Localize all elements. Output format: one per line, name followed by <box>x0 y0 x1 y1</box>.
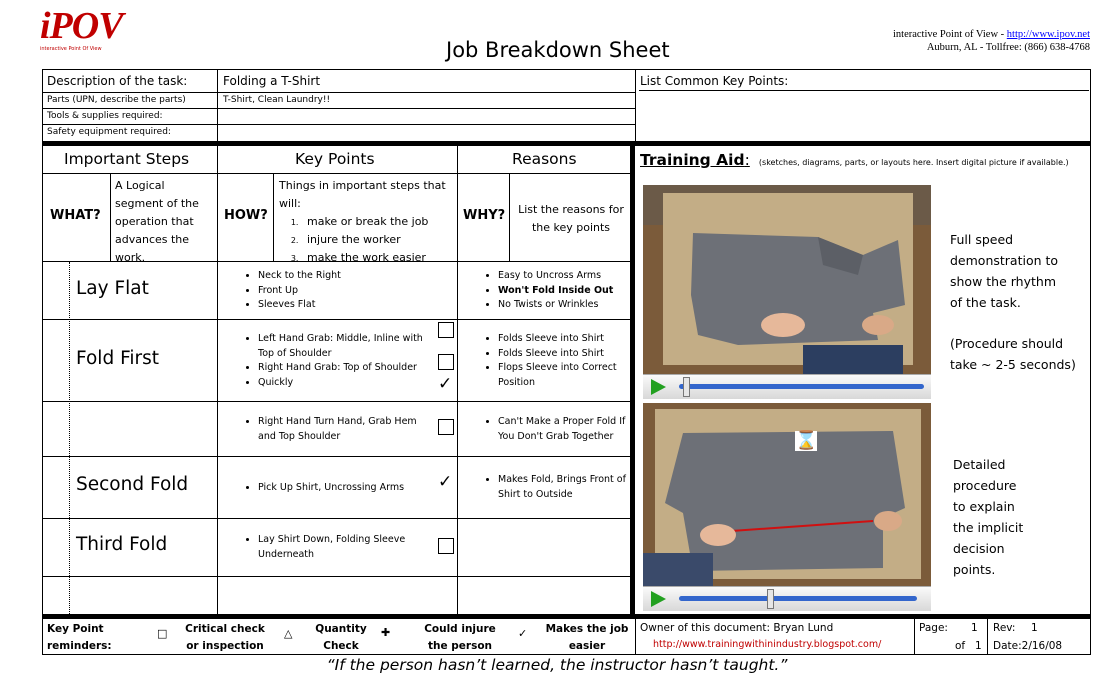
row-line <box>42 576 631 577</box>
legend-text: the person <box>427 640 493 652</box>
aid-line: of the task. <box>950 295 1021 310</box>
makes-easier-check-icon: ✓ <box>518 627 528 640</box>
aid-line: demonstration to <box>950 253 1059 268</box>
keypoints-divider <box>457 146 458 614</box>
key-point: • Neck to the Right <box>258 269 434 284</box>
aid-line: decision <box>953 541 1005 556</box>
parts-value: T-Shirt, Clean Laundry!! <box>223 95 331 105</box>
key-points-header: Key Points <box>295 150 375 168</box>
company-line: interactive Point of View - <box>893 29 1007 40</box>
step-lay-flat: Lay Flat <box>76 278 149 299</box>
critical-check-symbol-icon: □ <box>157 627 168 640</box>
aid-line: procedure <box>953 478 1017 493</box>
why-line: the key points <box>531 221 611 234</box>
page-title: Job Breakdown Sheet <box>446 38 670 62</box>
how-intro-line: Things in important steps that <box>279 179 446 192</box>
row-line <box>42 319 631 320</box>
reason: • Folds Sleeve into Shirt <box>498 347 629 362</box>
video-player-controls-1 <box>643 374 931 399</box>
info-top-border <box>42 69 1091 70</box>
document-owner: Owner of this document: Bryan Lund <box>640 622 834 634</box>
legend-text: easier <box>568 640 606 652</box>
training-aid-heading <box>640 150 1069 169</box>
video-frame-detailed[interactable] <box>643 403 931 586</box>
reason: • No Twists or Wrinkles <box>498 298 629 313</box>
check-mark-icon: ✓ <box>438 472 453 492</box>
key-point: • Right Hand Grab: Top of Shoulder <box>258 361 430 376</box>
how-divider <box>273 174 274 262</box>
footer-left-border <box>42 619 43 655</box>
description-label: Description of the task: <box>47 74 188 88</box>
video-player-controls-2 <box>643 586 931 611</box>
shirt-photo-2 <box>643 403 931 586</box>
what-line: segment of the <box>115 197 199 210</box>
step-second-fold: Second Fold <box>76 474 189 495</box>
logo-subtext: interactive Point Of View <box>40 46 102 52</box>
address-line: Auburn, AL - Tollfree: (866) 638-4768 <box>926 42 1090 53</box>
training-aid-title: Training Aid <box>640 151 745 169</box>
ipov-logo <box>40 5 123 58</box>
page-number: 1 <box>971 622 978 634</box>
seek-handle[interactable] <box>683 377 690 397</box>
footer-quote: “If the person hasn’t learned, the instructor hasn’t taught.” <box>326 656 788 674</box>
reason: • Folds Sleeve into Shirt <box>498 332 629 347</box>
reasons-second-fold <box>484 473 629 502</box>
page-total: 1 <box>975 640 982 652</box>
aid-line: Full speed <box>950 232 1014 247</box>
row-line <box>42 401 631 402</box>
critical-check-box[interactable] <box>438 538 454 554</box>
safety-label: Safety equipment required: <box>47 127 171 137</box>
aid-line: the implicit <box>953 520 1024 535</box>
key-points-fold-first <box>244 332 430 390</box>
aid-line: take ~ 2-5 seconds) <box>950 357 1076 372</box>
seek-handle[interactable] <box>767 589 774 609</box>
aid-line: (Procedure should <box>950 336 1064 351</box>
common-key-points-label: List Common Key Points: <box>640 74 789 88</box>
step-fold-first: Fold First <box>76 348 159 369</box>
legend-critical-check <box>180 621 270 655</box>
aid-line: to explain <box>953 499 1015 514</box>
reason: • Can't Make a Proper Fold If You Don't Grab Together <box>498 415 629 444</box>
important-steps-header: Important Steps <box>64 150 190 168</box>
reasons-header: Reasons <box>512 150 577 168</box>
play-icon[interactable] <box>651 591 666 607</box>
what-divider <box>110 174 111 262</box>
footer-right-border <box>1090 619 1091 655</box>
legend-text: Critical check <box>185 623 265 635</box>
company-info <box>860 28 1090 54</box>
key-point: • Right Hand Turn Hand, Grab Hem and Top Shoulder <box>258 415 430 444</box>
reasons-lay-flat <box>484 269 629 313</box>
shirt-photo-1 <box>643 185 931 374</box>
legend-text: Check <box>323 640 359 652</box>
training-divider <box>630 146 635 614</box>
info-left-border <box>42 69 43 141</box>
aid-line: points. <box>953 562 996 577</box>
revision-date: Date:2/16/08 <box>993 640 1063 652</box>
play-icon[interactable] <box>651 379 666 395</box>
training-aid-text-1 <box>950 229 1076 375</box>
reason: • Flops Sleeve into Correct Position <box>498 361 629 390</box>
why-label: WHY? <box>463 208 506 223</box>
how-list <box>279 213 446 267</box>
what-line: operation that <box>115 215 194 228</box>
footer-thick-line <box>42 614 1091 619</box>
info-row-line <box>42 124 636 125</box>
key-point: • Left Hand Grab: Middle, Inline with Top of Shoulder <box>258 332 430 361</box>
key-point: • Quickly <box>258 376 430 391</box>
legend-text: Makes the job <box>545 623 629 635</box>
what-line: A Logical <box>115 179 165 192</box>
what-text <box>115 177 199 267</box>
key-point: • Front Up <box>258 284 434 299</box>
why-line: List the reasons for <box>518 203 624 216</box>
step-third-fold: Third Fold <box>76 534 168 555</box>
how-label: HOW? <box>224 208 268 223</box>
training-aid-text-2 <box>953 454 1023 580</box>
critical-check-box[interactable] <box>438 322 454 338</box>
progress-bar[interactable] <box>679 384 924 389</box>
main-left-border <box>42 146 43 614</box>
how-item: 1. make or break the job <box>301 213 446 231</box>
what-line: advances the <box>115 233 190 246</box>
reason: • Makes Fold, Brings Front of Shirt to Outside <box>498 473 629 502</box>
legend-label <box>47 621 112 655</box>
legend-could-injure <box>415 621 505 655</box>
info-row-line <box>42 92 636 93</box>
hourglass-icon: ⌛ <box>795 430 818 451</box>
legend-text: Quantity <box>315 623 367 635</box>
thick-separator <box>42 141 1091 146</box>
why-divider <box>509 174 510 262</box>
legend-text: Could injure <box>424 623 496 635</box>
tools-label: Tools & supplies required: <box>47 111 163 121</box>
aid-line: show the rhythm <box>950 274 1057 289</box>
legend-quantity-check <box>305 621 377 655</box>
info-divider-2 <box>635 69 636 141</box>
key-point: • Sleeves Flat <box>258 298 434 313</box>
legend-makes-easier <box>542 621 632 655</box>
how-item: 3. make the work easier <box>301 249 446 267</box>
row-line <box>42 456 631 457</box>
header-row-line <box>42 173 631 174</box>
what-line: work. <box>115 251 146 264</box>
logo-text: iPOV <box>40 5 123 47</box>
info-divider-1 <box>217 69 218 141</box>
aid-line: Detailed <box>953 457 1006 472</box>
why-text <box>514 201 628 237</box>
quantity-check-triangle-icon: △ <box>284 627 293 640</box>
legend-text: or inspection <box>186 640 264 652</box>
key-points-third-fold <box>244 533 430 562</box>
key-points-turn-hand <box>244 415 430 444</box>
legend-label-line: reminders: <box>47 640 112 652</box>
reasons-turn-hand <box>484 415 629 444</box>
steps-divider <box>217 146 218 614</box>
critical-check-box[interactable] <box>438 419 454 435</box>
key-point: • Lay Shirt Down, Folding Sleeve Underneath <box>258 533 430 562</box>
key-points-lay-flat <box>244 269 434 313</box>
footer-divider <box>914 619 915 655</box>
info-row-line <box>42 108 636 109</box>
video-frame-full-speed[interactable] <box>643 185 931 374</box>
how-item: 2. injure the worker <box>301 231 446 249</box>
row-line <box>42 518 631 519</box>
reason: • Easy to Uncross Arms <box>498 269 629 284</box>
injury-cross-icon: ✚ <box>381 626 391 639</box>
company-link[interactable]: http://www.ipov.net <box>1006 29 1090 40</box>
common-key-points-line <box>639 90 1089 91</box>
step-dotted-guide <box>69 262 70 614</box>
critical-check-box[interactable] <box>438 354 454 370</box>
page-of-label: of <box>955 640 966 652</box>
legend-label-line: Key Point <box>47 623 104 635</box>
check-mark-icon: ✓ <box>438 374 453 394</box>
footer-divider <box>635 619 636 655</box>
main-right-border <box>1090 146 1091 614</box>
what-label: WHAT? <box>50 208 101 223</box>
key-points-second-fold <box>244 481 430 496</box>
reasons-fold-first <box>484 332 629 390</box>
revision-number: 1 <box>1031 622 1038 634</box>
parts-label: Parts (UPN, describe the parts) <box>47 95 186 105</box>
training-aid-colon: : <box>744 151 750 169</box>
how-intro-line: will: <box>279 197 301 210</box>
reason: • Won't Fold Inside Out <box>498 284 629 299</box>
progress-bar[interactable] <box>679 596 917 601</box>
description-value: Folding a T-Shirt <box>223 74 321 88</box>
key-point: • Pick Up Shirt, Uncrossing Arms <box>258 481 430 496</box>
page-label: Page: <box>919 622 948 634</box>
info-right-border <box>1090 69 1091 141</box>
owner-link[interactable]: http://www.trainingwithinindustry.blogspot.com/ <box>653 639 882 650</box>
training-aid-note: (sketches, diagrams, parts, or layouts here. Insert digital picture if available.) <box>758 158 1069 167</box>
revision-label: Rev: <box>993 622 1016 634</box>
footer-divider <box>987 619 988 655</box>
how-text <box>279 177 446 267</box>
